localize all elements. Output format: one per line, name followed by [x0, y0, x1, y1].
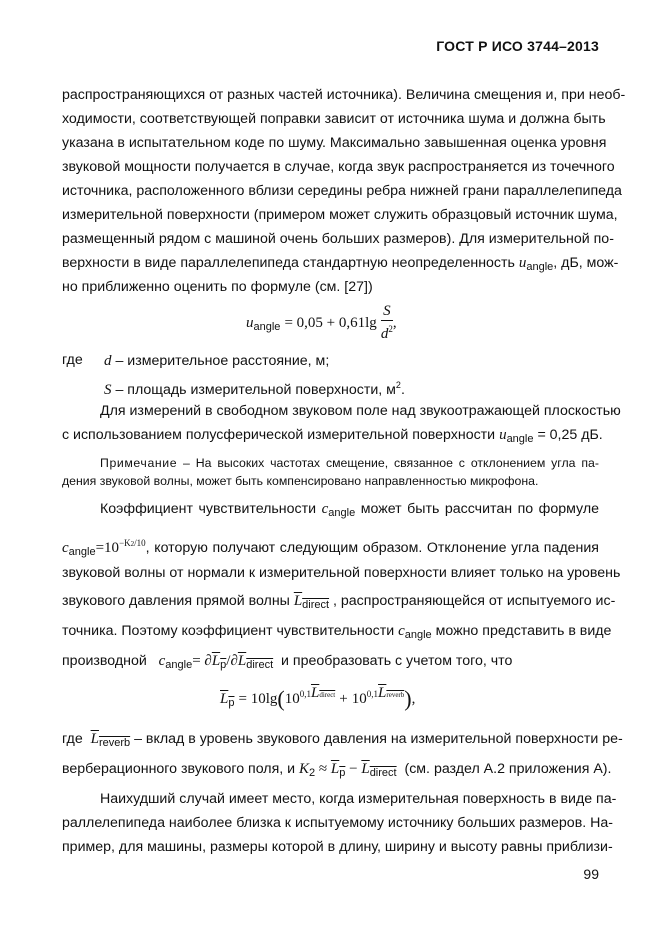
text-line: ходимости, соответствующей поправки зависит от источника шума и должна быть — [62, 111, 606, 127]
text-line: звуковой мощности получается в случае, когда звук распространяется из точечного — [62, 159, 615, 175]
where-label: где — [62, 352, 83, 368]
formula-u-angle: $u_{angle} = 0,05 + 0,61\lg$ $\frac{S}{d^2}$ , — [246, 303, 397, 342]
formula-c-angle-inline: $c_{angle}=10^{-K2/10}$ — [62, 538, 146, 558]
text-line: звукового давления прямой волны $L_{direct}$ , распространяющейся от испытуемого ис- — [62, 593, 616, 611]
formula-derivative: $c_{angle}= \partial L_p/\partial L_{direct}$ — [158, 653, 274, 671]
math-u-angle: $u_{angle}$, дБ, мож- — [518, 255, 619, 273]
text-line — [62, 254, 619, 276]
text-line: звуковой волны от нормали к измерительной поверхности влияет только на уровень — [62, 565, 621, 581]
text-line: с использованием полусферической измерительной поверхности $u_{angle} = 0,25$ дБ. — [62, 427, 603, 445]
math-l-direct: $L_{direct}$ — [293, 593, 330, 611]
formula-l-p: $L_p = 10\lg(10^{0,1Ldirect} + 10^{0,1Lreverb})$, — [220, 685, 416, 711]
page-number: 99 — [583, 866, 599, 882]
text-line: где $L_{reverb}$ – вклад в уровень звукового давления на измерительной поверхности ре- — [62, 731, 623, 749]
formula-k2: $K_2 \approx L_p - L_{direct}$ — [299, 761, 397, 779]
note-line: дения звуковой волны, может быть компенсировано направленностью микрофона. — [62, 474, 539, 488]
text-line: источника, расположенного вблизи середины ребра нижней грани параллелепипеда — [62, 183, 622, 199]
text-line: точника. Поэтому коэффициент чувствительности $c_{angle}$ можно представить в виде — [62, 623, 612, 641]
text-line: измерительной поверхности (примером может служить образцовый источник шума, — [62, 207, 618, 223]
standard-header: ГОСТ Р ИСО 3744–2013 — [436, 38, 599, 54]
definition-s: S – площадь измерительной поверхности, $м^2$. — [104, 380, 405, 398]
text-line: распространяющихся от разных частей источника). Величина смещения и, при необ- — [62, 87, 626, 103]
text-line: размещенный рядом с машиной очень больших размеров). Для измерительной по- — [62, 231, 614, 247]
math-l-reverb: $L_{reverb}$ — [90, 731, 131, 749]
text-line: раллелепипеда наиболее близка к испытуемому источнику больших размеров. На- — [62, 815, 613, 831]
text-line: но приближенно оценить по формуле (см. [27]) — [62, 279, 373, 295]
fraction: $\frac{S}{d^2}$ — [380, 303, 393, 342]
text-line: указана в испытательном коде по шуму. Максимально завышенная оценка уровня — [62, 135, 607, 151]
note-line: Примечание – На высоких частотах смещение, связанное с отклонением угла па- — [100, 456, 599, 470]
note-label: Примечание — [100, 456, 178, 470]
text-line: $c_{angle}=10^{-K2/10}$, которую получают следующим образом. Отклонение угла падения — [62, 538, 599, 558]
text-fragment: верхности в виде параллелепипеда стандартную неопределенность — [62, 255, 515, 271]
definition-d: d – измерительное расстояние, м; — [104, 353, 330, 369]
text-line: производной $c_{angle}= \partial L_p/\partial L_{direct}$ и преобразовать с учетом того, что — [62, 653, 513, 671]
text-line: пример, для машины, размеры которой в длину, ширину и высоту равны приблизи- — [62, 839, 613, 855]
text-line: Коэффициент чувствительности $c_{angle}$ может быть рассчитан по формуле — [100, 501, 600, 519]
text-line: Для измерений в свободном звуковом поле над звукоотражающей плоскостью — [100, 403, 621, 419]
text-line: Наихудший случай имеет место, когда измерительная поверхность в виде па- — [100, 791, 617, 807]
text-line: верберационного звукового поля, и $K_2 \approx L_p - L_{direct}$ (см. раздел А.2 приложения А). — [62, 761, 612, 779]
